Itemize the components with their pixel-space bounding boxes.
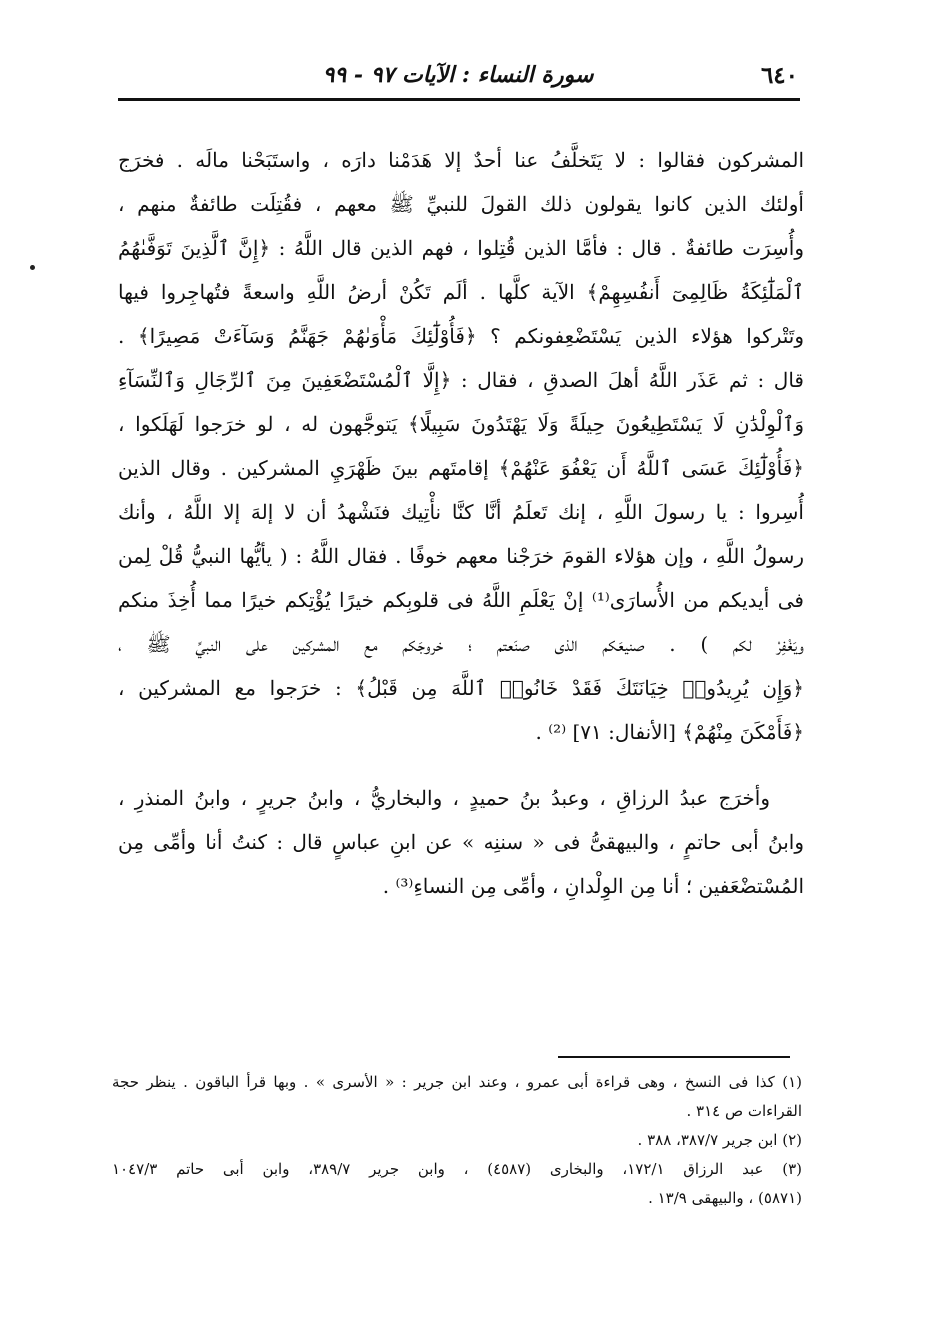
page-number: ٦٤٠ — [760, 62, 798, 89]
text-line: ﴿وَإِن يُرِيدُوا۟ خِيَانَتَكَ فَقَدْ خَانُوا۟ ٱللَّهَ مِن قَبْلُ﴾ : خرَجوا مع المشركين ، — [118, 676, 804, 700]
footnotes — [112, 1068, 802, 1213]
text-line: قال : ثم عَذَر اللَّهُ أهلَ الصدقِ ، فقال : ﴿إِلَّا ٱلْمُسْتَضْعَفِينَ مِنَ ٱلرِّجَالِ وَٱلنِّسَآءِ — [118, 368, 804, 392]
text-line: ﴿فَأَمْكَنَ مِنْهُمْ﴾ [الأنفال: ٧١] ⁽²⁾ . — [535, 720, 804, 744]
footnote-rule — [558, 1056, 790, 1058]
paragraph-gap — [118, 754, 804, 776]
text-line: وَٱلْوِلْدَٰنِ لَا يَسْتَطِيعُونَ حِيلَةً وَلَا يَهْتَدُونَ سَبِيلًا﴾ يَتوجَّهون له ، لو خرَجوا لَهَلَكوا ، — [118, 412, 804, 436]
text-line: أُسِروا : يا رسولَ اللَّهِ ، إنك تَعلَمُ أنَّا كنَّا نأْتِيك فنَشْهدُ أن لا إلهَ إلا اللَّهُ ، وأنك — [118, 500, 804, 524]
text-line: وأخرَج عبدُ الرزاقِ ، وعبدُ بنُ حميدٍ ، والبخاريُّ ، وابنُ جريرٍ ، وابنُ المنذرِ ، — [118, 786, 770, 810]
text-line: وتَتْركوا هؤلاء الذين يَسْتَضْعِفونكم ؟ ﴿فَأُوْلَٰٓئِكَ مَأْوَىٰهُمْ جَهَنَّمُ وَسَآءَتْ مَصِيرًا﴾ . — [118, 324, 804, 348]
text-line: ويَغْفِرْ لكم ) . صنيعَكم الذى صنَعتم ؛ خروجَكم مع المشركين على النبيِّ ﷺ ، — [118, 632, 804, 656]
footnote-line: (٥٨٧١) ، والبيهقى ١٣/٩ . — [648, 1189, 802, 1207]
margin-mark — [30, 265, 35, 270]
text-line: ٱلْمَلَٰٓئِكَةُ ظَالِمِىٓ أَنفُسِهِمْ﴾ الآية كلَّها . ألَم تَكُنْ أرضُ اللَّهِ واسعةً فتُهاجِروا فيها — [118, 280, 804, 304]
page-header — [118, 56, 798, 100]
footnote-line: القراءات ص ٣١٤ . — [686, 1102, 802, 1120]
footnote-line: (٢) ابن جرير ٣٨٧/٧، ٣٨٨ . — [637, 1131, 802, 1149]
footnote-line: (٣) عبد الرزاق ١٧٢/١، والبخارى (٤٥٨٧) ، وابن جرير ٣٨٩/٧، وابن أبى حاتم ١٠٤٧/٣ — [112, 1160, 802, 1178]
text-line: رسولُ اللَّهِ ، وإن هؤلاء القومَ خرَجْنا معهم خوفًا . فقال اللَّهُ : ( يأيُّها النبيُّ قُلْ لِمن — [118, 544, 804, 568]
header-rule — [118, 98, 800, 101]
text-line: أولئك الذين كانوا يقولون ذلك القولَ للنبيِّ ﷺ معهم ، فقُتِلَت طائفةٌ منهم ، — [118, 192, 804, 216]
text-line: وابنُ أبى حاتمٍ ، والبيهقىُّ فى « سننِه » عن ابنِ عباسٍ قال : كنتُ أنا وأمِّى مِن — [118, 830, 804, 854]
running-title: سورة النساء : الآيات ٩٧ - ٩٩ — [322, 62, 594, 88]
text-line: وأُسِرَت طائفةٌ . قال : فأمَّا الذين قُتِلوا ، فهم الذين قال اللَّهُ : ﴿إِنَّ ٱلَّذِينَ تَوَفَّىٰهُمُ — [118, 236, 804, 260]
text-line: المشركون فقالوا : لا يَتَخلَّفُ عنا أحدٌ إلا هَدَمْنا دارَه ، واستَبَحْنا مالَه . فخرَج — [118, 148, 804, 172]
text-line: فى أيديكم من الأُسارَى⁽¹⁾ إنْ يَعْلَمِ اللَّهُ فى قلوبِكم خيرًا يُؤْتِكم خيرًا مما أُخِذَ منكم — [118, 588, 804, 612]
text-line: ﴿فَأُوْلَٰٓئِكَ عَسَى ٱللَّهُ أَن يَعْفُوَ عَنْهُمْ﴾ إقامتَهم بينَ ظَهْرَيِ المشركين . وقال الذين — [118, 456, 804, 480]
footnote-line: (١) كذا فى النسخ ، وهى قراءة أبى عمرو ، وعند ابن جرير : « الأسرى » . وبها قرأ الباقون . ينظر حجة — [112, 1073, 802, 1091]
text-line: المُسْتضْعَفين ؛ أنا مِن الوِلْدانِ ، وأمِّى مِن النساءِ⁽³⁾ . — [382, 874, 804, 898]
main-text — [118, 138, 804, 908]
